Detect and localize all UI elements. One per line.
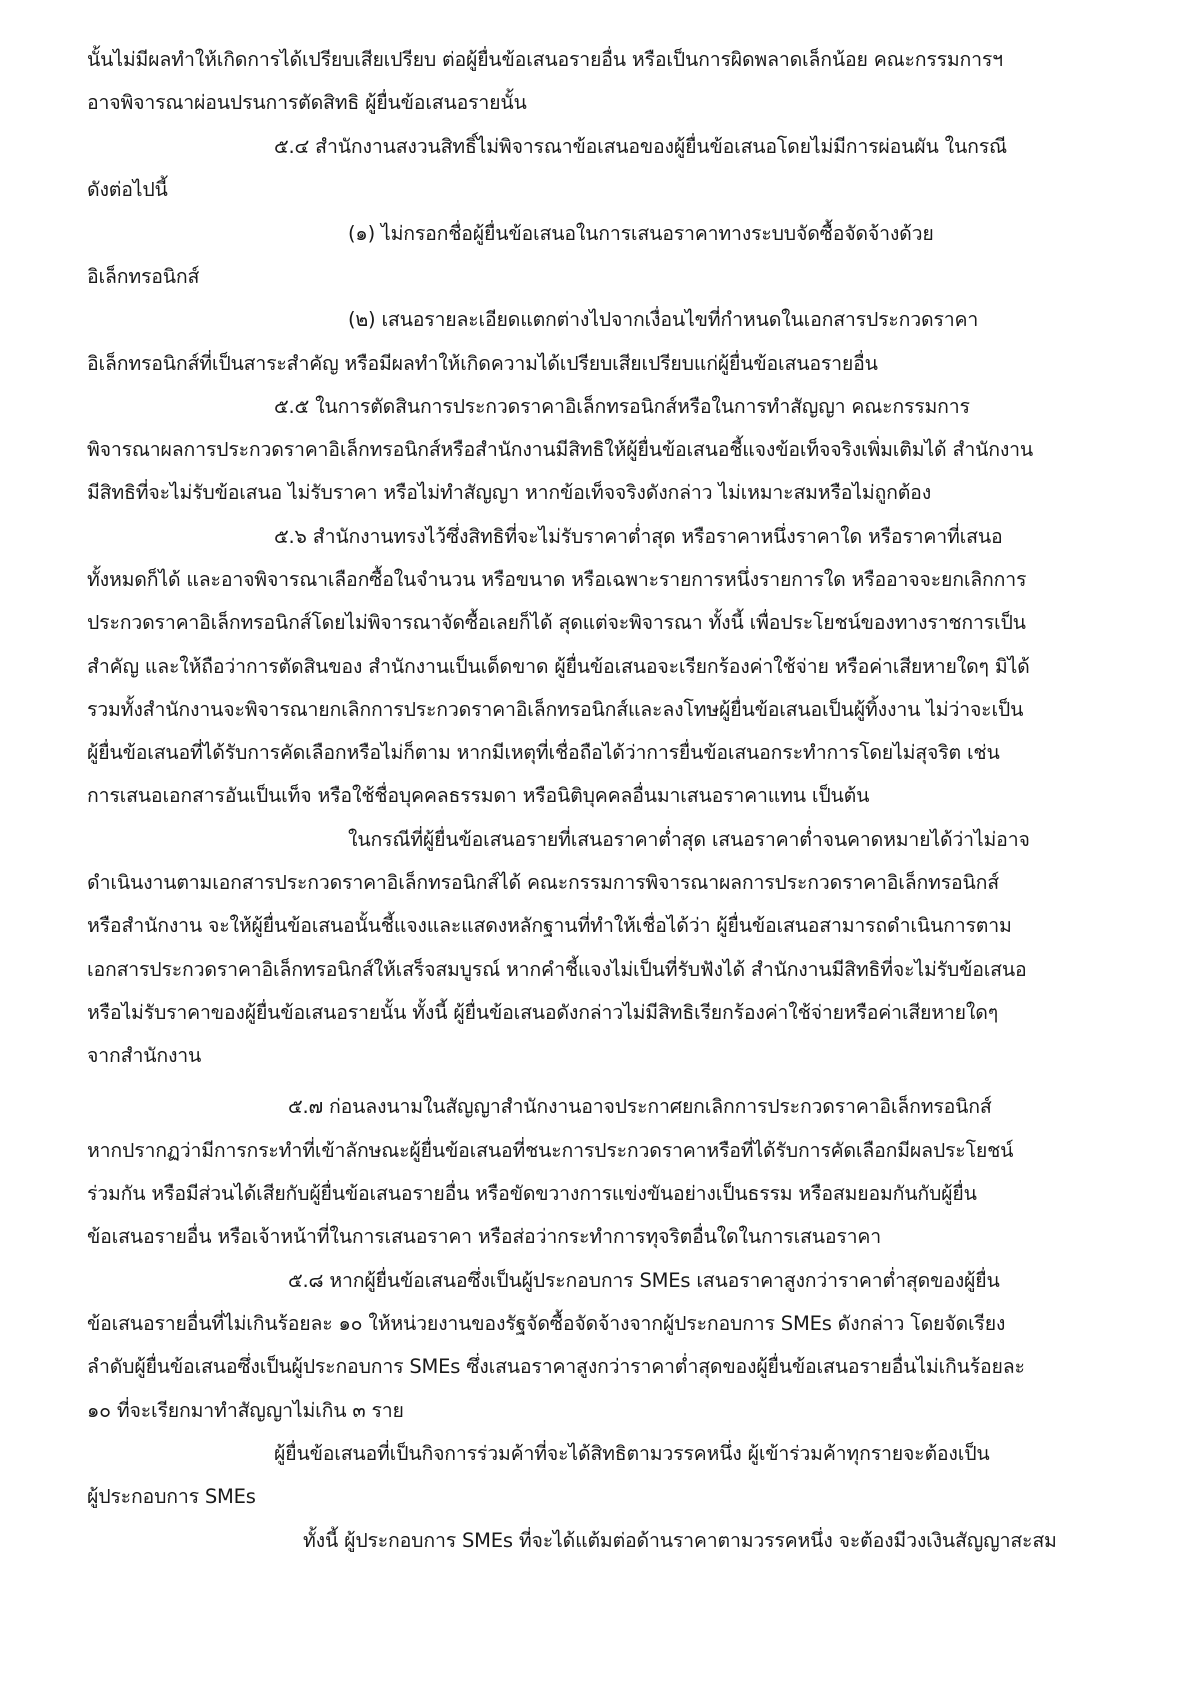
text-line: มีสิทธิที่จะไม่รับข้อเสนอ ไม่รับราคา หรือไม่ทำสัญญา หากข้อเท็จจริงดังกล่าว ไม่เหมาะสมหรือไม่ถูกต้อง — [87, 481, 932, 504]
text-line: ข้อเสนอรายอื่นที่ไม่เกินร้อยละ ๑๐ ให้หน่วยงานของรัฐจัดซื้อจัดจ้างจากผู้ประกอบการ SMEs ดังกล่าว โดยจัดเรียง — [87, 1312, 1006, 1335]
text-line: ทั้งหมดก็ได้ และอาจพิจารณาเลือกซื้อในจำนวน หรือขนาด หรือเฉพาะรายการหนึ่งรายการใด หรืออาจจะยกเลิกการ — [87, 568, 1027, 591]
section-5-4-line: ๕.๔ สำนักงานสงวนสิทธิ์ไม่พิจารณาข้อเสนอของผู้ยื่นข้อเสนอโดยไม่มีการผ่อนผัน ในกรณี — [274, 135, 1007, 158]
text-line: หรือไม่รับราคาของผู้ยื่นข้อเสนอรายนั้น ทั้งนี้ ผู้ยื่นข้อเสนอดังกล่าวไม่มีสิทธิเรียกร้องค่าใช้จ่ายหรือค่าเสียหายใดๆ — [87, 1001, 998, 1024]
text-line: เอกสารประกวดราคาอิเล็กทรอนิกส์ให้เสร็จสมบูรณ์ หากคำชี้แจงไม่เป็นที่รับฟังได้ สำนักงานมีสิทธิที่จะไม่รับข้อเสนอ — [87, 958, 1027, 981]
text-line: สำคัญ และให้ถือว่าการตัดสินของ สำนักงานเป็นเด็ดขาด ผู้ยื่นข้อเสนอจะเรียกร้องค่าใช้จ่าย หรือค่าเสียหายใดๆ มิได้ — [87, 655, 1030, 678]
text-line: ผู้ประกอบการ SMEs — [87, 1485, 256, 1508]
text-line: การเสนอเอกสารอันเป็นเท็จ หรือใช้ชื่อบุคคลธรรมดา หรือนิติบุคคลอื่นมาเสนอราคาแทน เป็นต้น — [87, 784, 870, 807]
text-line: อิเล็กทรอนิกส์ที่เป็นสาระสำคัญ หรือมีผลทำให้เกิดความได้เปรียบเสียเปรียบแก่ผู้ยื่นข้อเสนอรายอื่น — [87, 352, 878, 375]
text-line: ลำดับผู้ยื่นข้อเสนอซึ่งเป็นผู้ประกอบการ SMEs ซึ่งเสนอราคาสูงกว่าราคาต่ำสุดของผู้ยื่นข้อเสนอรายอื่นไม่เกินร้อยละ — [87, 1355, 1025, 1378]
text-line: ข้อเสนอรายอื่น หรือเจ้าหน้าที่ในการเสนอราคา หรือส่อว่ากระทำการทุจริตอื่นใดในการเสนอราคา — [87, 1225, 882, 1248]
text-line: ทั้งนี้ ผู้ประกอบการ SMEs ที่จะได้แต้มต่อด้านราคาตามวรรคหนึ่ง จะต้องมีวงเงินสัญญาสะสม — [303, 1529, 1057, 1552]
section-5-6-line: ๕.๖ สำนักงานทรงไว้ซึ่งสิทธิที่จะไม่รับราคาต่ำสุด หรือราคาหนึ่งราคาใด หรือราคาที่เสนอ — [274, 525, 1003, 548]
section-5-8-line: ๕.๘ หากผู้ยื่นข้อเสนอซึ่งเป็นผู้ประกอบการ SMEs เสนอราคาสูงกว่าราคาต่ำสุดของผู้ยื่น — [288, 1269, 1000, 1292]
item-2-line: (๒) เสนอรายละเอียดแตกต่างไปจากเงื่อนไขที่กำหนดในเอกสารประกวดราคา — [348, 308, 979, 331]
section-5-5-line: ๕.๕ ในการตัดสินการประกวดราคาอิเล็กทรอนิกส์หรือในการทำสัญญา คณะกรรมการ — [274, 395, 970, 418]
text-line: พิจารณาผลการประกวดราคาอิเล็กทรอนิกส์หรือสำนักงานมีสิทธิให้ผู้ยื่นข้อเสนอชี้แจงข้อเท็จจริงเพิ่มเติมได้ สำนักงาน — [87, 438, 1034, 461]
text-line: ดำเนินงานตามเอกสารประกวดราคาอิเล็กทรอนิกส์ได้ คณะกรรมการพิจารณาผลการประกวดราคาอิเล็กทรอนิกส์ — [87, 871, 999, 894]
text-line: ร่วมกัน หรือมีส่วนได้เสียกับผู้ยื่นข้อเสนอรายอื่น หรือขัดขวางการแข่งขันอย่างเป็นธรรม หรือสมยอมกันกับผู้ยื่น — [87, 1182, 977, 1205]
text-line: ผู้ยื่นข้อเสนอที่ได้รับการคัดเลือกหรือไม่ก็ตาม หากมีเหตุที่เชื่อถือได้ว่าการยื่นข้อเสนอกระทำการโดยไม่สุจริต เช่น — [87, 741, 1000, 764]
text-line: อาจพิจารณาผ่อนปรนการตัดสิทธิ ผู้ยื่นข้อเสนอรายนั้น — [87, 91, 527, 114]
text-line: ดังต่อไปนี้ — [87, 178, 168, 201]
text-line: รวมทั้งสำนักงานจะพิจารณายกเลิกการประกวดราคาอิเล็กทรอนิกส์และลงโทษผู้ยื่นข้อเสนอเป็นผู้ทิ้งงาน ไม่ว่าจะเป็น — [87, 698, 1024, 721]
section-5-7-line: ๕.๗ ก่อนลงนามในสัญญาสำนักงานอาจประกาศยกเลิกการประกวดราคาอิเล็กทรอนิกส์ — [288, 1095, 992, 1118]
item-1-line: (๑) ไม่กรอกชื่อผู้ยื่นข้อเสนอในการเสนอราคาทางระบบจัดซื้อจัดจ้างด้วย — [348, 222, 934, 245]
text-line: หากปรากฏว่ามีการกระทำที่เข้าลักษณะผู้ยื่นข้อเสนอที่ชนะการประกวดราคาหรือที่ได้รับการคัดเลือกมีผลประโยชน์ — [87, 1139, 1014, 1162]
text-line: จากสำนักงาน — [87, 1044, 202, 1067]
text-line: ผู้ยื่นข้อเสนอที่เป็นกิจการร่วมค้าที่จะได้สิทธิตามวรรคหนึ่ง ผู้เข้าร่วมค้าทุกรายจะต้องเป็น — [274, 1442, 990, 1465]
text-line: นั้นไม่มีผลทำให้เกิดการได้เปรียบเสียเปรียบ ต่อผู้ยื่นข้อเสนอรายอื่น หรือเป็นการผิดพลาดเล็กน้อย คณะกรรมการฯ — [87, 48, 1003, 71]
text-line: อิเล็กทรอนิกส์ — [87, 265, 200, 288]
text-line: หรือสำนักงาน จะให้ผู้ยื่นข้อเสนอนั้นชี้แจงและแสดงหลักฐานที่ทำให้เชื่อได้ว่า ผู้ยื่นข้อเสนอสามารถดำเนินการตาม — [87, 914, 1012, 937]
text-line: ประกวดราคาอิเล็กทรอนิกส์โดยไม่พิจารณาจัดซื้อเลยก็ได้ สุดแต่จะพิจารณา ทั้งนี้ เพื่อประโยชน์ของทางราชการเป็น — [87, 611, 1026, 634]
text-line: ๑๐ ที่จะเรียกมาทำสัญญาไม่เกิน ๓ ราย — [87, 1399, 404, 1422]
text-line: ในกรณีที่ผู้ยื่นข้อเสนอรายที่เสนอราคาต่ำสุด เสนอราคาต่ำจนคาดหมายได้ว่าไม่อาจ — [348, 828, 1030, 851]
